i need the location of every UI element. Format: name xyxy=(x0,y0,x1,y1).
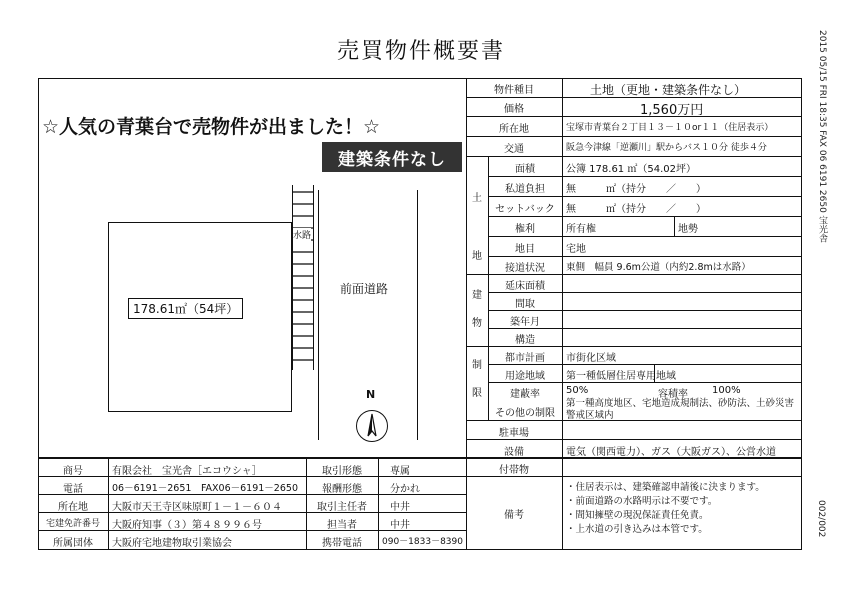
value-far: 100% xyxy=(712,385,741,396)
label-floor-area: 延床面積 xyxy=(505,281,545,292)
remark-2: ・前面道路の水路明示は不要です。 xyxy=(566,496,718,507)
waterway xyxy=(292,185,314,370)
label-terrain: 地勢 xyxy=(678,224,698,235)
label-built-date: 築年月 xyxy=(510,317,540,328)
label-price: 価格 xyxy=(504,104,524,115)
value-address: 大阪市天王寺区味原町１－１－６０４ xyxy=(112,502,282,513)
area-label: 178.61㎡（54坪） xyxy=(128,298,243,319)
label-far: 容積率 xyxy=(658,389,688,400)
fax-header: 2015 05/15 FRI 18:35 FAX 06 6191 2650 宝光舎 xyxy=(817,30,827,243)
value-other-limits: 第一種高度地区、宅地造成規制法、砂防法、土砂災害警戒区域内 xyxy=(566,398,795,421)
value-city-planning: 市街化区域 xyxy=(566,353,616,364)
label-road-access: 接道状況 xyxy=(505,263,545,274)
label-company-name: 商号 xyxy=(63,466,83,477)
value-company-name: 有限会社 宝光舎［エコウシャ］ xyxy=(112,466,262,477)
label-license: 宅建免許番号 xyxy=(45,519,100,529)
section-limits: 制限 xyxy=(472,360,482,399)
condition-badge: 建築条件なし xyxy=(322,142,462,172)
label-land-category: 地目 xyxy=(515,244,535,255)
value-chief: 中井 xyxy=(390,502,410,513)
label-address: 所在地 xyxy=(58,502,88,513)
label-staff: 担当者 xyxy=(327,520,357,531)
label-type: 物件種目 xyxy=(494,85,534,96)
remark-1: ・住居表示は、建築確認申請後に決まります。 xyxy=(566,482,765,493)
label-association: 所属団体 xyxy=(53,538,93,549)
label-layout: 間取 xyxy=(515,299,535,310)
remark-4: ・上水道の引き込みは本管です。 xyxy=(566,524,708,535)
road-label: 前面道路 xyxy=(340,282,389,296)
value-association: 大阪府宅地建物取引業協会 xyxy=(112,538,232,549)
value-type: 土地（更地・建築条件なし） xyxy=(590,83,747,97)
value-phone: 06－6191－2651 FAX06－6191－2650 xyxy=(112,483,298,494)
label-mobile: 携帯電話 xyxy=(322,538,362,549)
label-remarks: 備考 xyxy=(504,510,524,521)
value-setback: 無 ㎡（持分 ／ ） xyxy=(566,204,706,215)
value-location: 宝塚市青葉台２丁目１３－１０or１１（住居表示） xyxy=(566,123,774,133)
value-trade-type: 専属 xyxy=(390,466,410,477)
front-road xyxy=(318,190,418,440)
value-land-category: 宅地 xyxy=(566,244,586,255)
label-chief: 取引主任者 xyxy=(317,502,367,513)
value-land-area: 公簿 178.61 ㎡（54.02坪） xyxy=(566,164,696,175)
label-rights: 権利 xyxy=(515,224,535,235)
waterway-label: 水路 xyxy=(293,228,311,241)
label-coverage: 建蔽率 xyxy=(510,389,540,400)
label-facilities: 設備 xyxy=(504,447,524,458)
label-other-limits: その他の制限 xyxy=(495,408,555,419)
value-rights: 所有権 xyxy=(566,224,596,235)
value-price: 1,560万円 xyxy=(640,103,704,118)
compass-icon xyxy=(356,410,388,442)
remark-3: ・間知擁壁の現況保証責任免責。 xyxy=(566,510,709,521)
label-parking: 駐車場 xyxy=(499,428,529,439)
north-label: N xyxy=(366,388,376,401)
value-fee-type: 分かれ xyxy=(390,484,420,495)
value-access: 阪急今津線「逆瀬川」駅からバス１０分 徒歩４分 xyxy=(566,143,767,153)
label-phone: 電話 xyxy=(63,484,83,495)
label-location: 所在地 xyxy=(499,124,529,135)
value-road-access: 東側 幅員 9.6m公道（内約2.8mは水路） xyxy=(566,262,751,273)
value-private-road: 無 ㎡（持分 ／ ） xyxy=(566,184,706,195)
label-private-road: 私道負担 xyxy=(505,184,545,195)
value-zoning: 第一種低層住居専用地域 xyxy=(566,371,676,382)
page-title: 売買物件概要書 xyxy=(336,39,505,64)
label-structure: 構造 xyxy=(515,335,535,346)
value-facilities: 電気（関西電力）、ガス（大阪ガス）、公営水道 xyxy=(566,447,776,458)
label-fee-type: 報酬形態 xyxy=(322,484,362,495)
label-land-area: 面積 xyxy=(515,164,535,175)
page-number: 002/002 xyxy=(816,500,826,538)
section-land: 土地 xyxy=(472,193,482,262)
label-attached: 付帯物 xyxy=(499,465,529,476)
label-trade-type: 取引形態 xyxy=(322,466,362,477)
headline: ☆人気の青葉台で売物件が出ました！☆ xyxy=(42,116,381,138)
value-staff: 中井 xyxy=(390,520,410,531)
value-license: 大阪府知事（３）第４８９９６号 xyxy=(112,520,262,531)
label-setback: セットバック xyxy=(495,204,555,215)
label-city-planning: 都市計画 xyxy=(505,353,545,364)
section-building: 建物 xyxy=(472,290,482,329)
value-coverage: 50% xyxy=(566,385,589,396)
label-access: 交通 xyxy=(504,144,524,155)
value-mobile: 090－1833－8390 xyxy=(382,537,463,547)
label-zoning: 用途地域 xyxy=(505,371,545,382)
